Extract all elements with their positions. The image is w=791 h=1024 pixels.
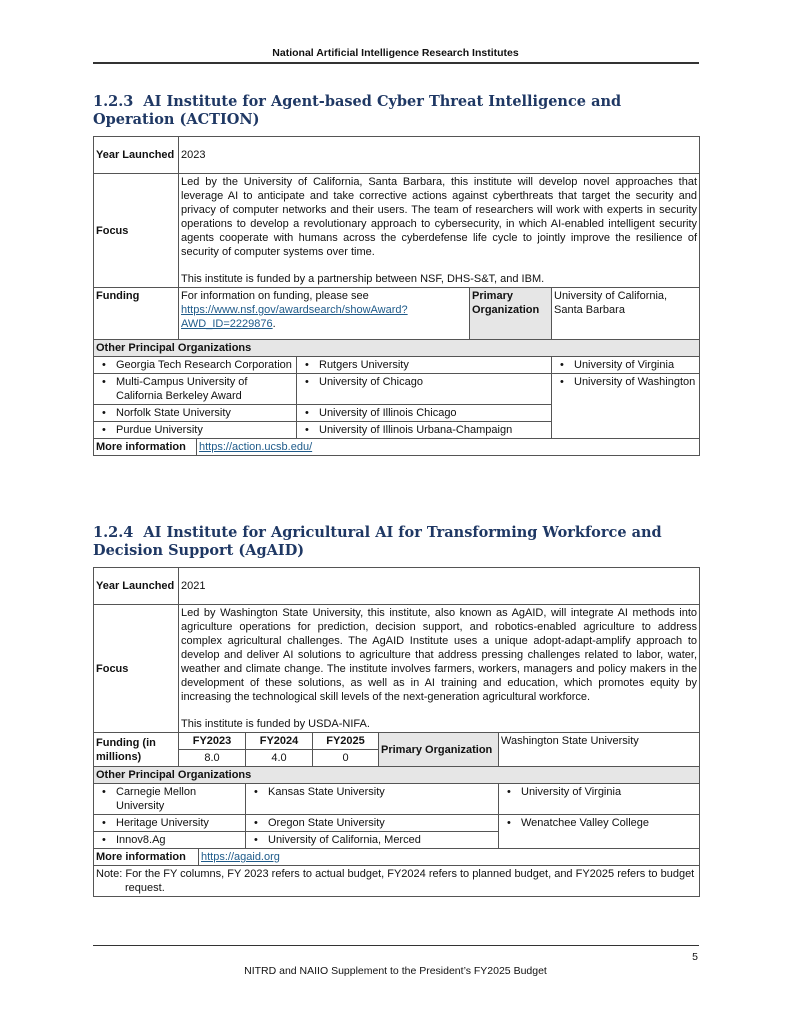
org-item: • University of Virginia [521,785,697,799]
section-heading-action [93,93,699,129]
org-item: • Georgia Tech Research Corporation [116,358,294,372]
org-cell [94,374,297,405]
org-cell [94,832,246,849]
other-orgs-label: Other Principal Organizations [94,340,700,357]
agaid-institute-table [93,567,700,897]
action-institute-table [93,136,700,456]
org-cell [94,422,297,439]
year-label: Year Launched [94,568,179,605]
org-item: • Innov8.Ag [116,833,243,847]
section-number: 1.2.3 [93,93,134,110]
nsf-award-link[interactable]: https://www.nsf.gov/awardsearch/showAward?AWD_ID=2229876 [181,304,408,330]
footer-rule [93,945,699,946]
action-website-link[interactable]: https://action.ucsb.edu/ [199,441,313,453]
running-header: National Artificial Intelligence Research Institutes [272,47,519,59]
focus-text: Led by Washington State University, this institute, also known as AgAID, will integrate AI methods into agriculture operations for prediction, decision support, and robotics-enabled agriculture to address complex agricultural challenges. The AgAID Institute uses a unique adopt-adapt-amplify approach to develop and deliver AI solutions to agriculture that address pressing challenges related to labor, water, weather and climate change. The institute involves farmers, workers, managers and policy makers in the development of these solutions, as well as in AI training and education, which promotes equity by increasing the technological skill levels of the next-generation agricultural workforce. [181,607,698,703]
org-item: • Rutgers University [319,358,549,372]
org-cell [297,357,552,374]
funding-text: For information on funding, please see [181,290,369,302]
agaid-website-link[interactable]: https://agaid.org [201,851,280,863]
org-item: • Carnegie Mellon University [116,785,243,813]
primary-org-label: Primary Organization [379,733,499,767]
org-cell [94,815,246,832]
org-item: • University of Illinois Chicago [319,406,549,420]
running-footer: NITRD and NAIIO Supplement to the President’s FY2025 Budget [244,965,547,977]
org-cell [499,784,700,815]
org-cell [94,405,297,422]
section-heading-agaid [93,524,699,560]
org-item: • Norfolk State University [116,406,294,420]
org-item: • Kansas State University [268,785,496,799]
more-info-cell [199,849,700,866]
org-cell [94,357,297,374]
funding-label: Funding (in millions) [94,733,179,767]
org-cell [246,784,499,815]
focus-label: Focus [94,174,179,288]
focus-label: Focus [94,605,179,733]
org-item: • University of Chicago [319,375,549,389]
org-item: • Purdue University [116,423,294,437]
focus-text: Led by the University of California, Santa Barbara, this institute will develop novel approaches that leverage AI to anticipate and take corrective actions against cyberthreats that target the security and privacy of computer networks and their users. The team of researchers will work with experts in security operations to develop a revolutionary approach to cybersecurity, in which AI-enabled intelligent security agents cooperate with humans across the cyberdefense life cycle to jointly improve the resilience of security of computer systems over time. [181,176,698,258]
primary-org-value: Washington State University [499,733,700,767]
more-info-cell [197,439,700,456]
org-item: • Heritage University [116,816,243,830]
section-title: AI Institute for Agent-based Cyber Threat Intelligence and Operation (ACTION) [93,93,622,128]
org-cell [297,422,552,439]
org-cell [297,405,552,422]
page-number: 5 [692,951,698,963]
org-cell [499,815,700,849]
org-cell [552,357,700,374]
more-info-label: More information [94,439,197,456]
fy2024-header: FY2024 [246,733,313,750]
year-value: 2023 [179,137,700,174]
fy-note: Note: For the FY columns, FY 2023 refers to actual budget, FY2024 refers to planned budget, and FY2025 refers to budget request. [96,868,695,894]
org-cell [297,374,552,405]
section-number: 1.2.4 [93,524,134,541]
funding-cell [179,288,470,340]
funding-label: Funding [94,288,179,340]
year-label: Year Launched [94,137,179,174]
section-title: AI Institute for Agricultural AI for Transforming Workforce and Decision Support (AgAID) [93,524,662,559]
org-item: • University of Washington [574,375,697,389]
other-orgs-label: Other Principal Organizations [94,767,700,784]
org-item: • Wenatchee Valley College [521,816,697,830]
org-item: • University of Illinois Urbana-Champaign [319,423,549,437]
org-cell [94,784,246,815]
funded-by-text: This institute is funded by a partnership between NSF, DHS-S&T, and IBM. [181,273,545,285]
org-item: • Multi-Campus University of California Berkeley Award [116,375,294,403]
year-value: 2021 [179,568,700,605]
funded-by-text: This institute is funded by USDA-NIFA. [181,718,370,730]
note-cell [94,866,700,897]
focus-cell [179,174,700,288]
org-item: • University of Virginia [574,358,697,372]
funding-period: . [272,318,276,330]
org-item: • Oregon State University [268,816,496,830]
org-cell [246,832,499,849]
fy2024-value: 4.0 [246,750,313,767]
primary-org-label: Primary Organization [470,288,552,340]
primary-org-value: University of California, Santa Barbara [552,288,700,340]
org-cell [246,815,499,832]
fy2023-header: FY2023 [179,733,246,750]
header-rule [93,62,699,64]
fy2025-value: 0 [313,750,379,767]
fy2025-header: FY2025 [313,733,379,750]
org-cell [552,374,700,439]
focus-cell [179,605,700,733]
org-item: • University of California, Merced [268,833,496,847]
fy2023-value: 8.0 [179,750,246,767]
more-info-label: More information [94,849,199,866]
